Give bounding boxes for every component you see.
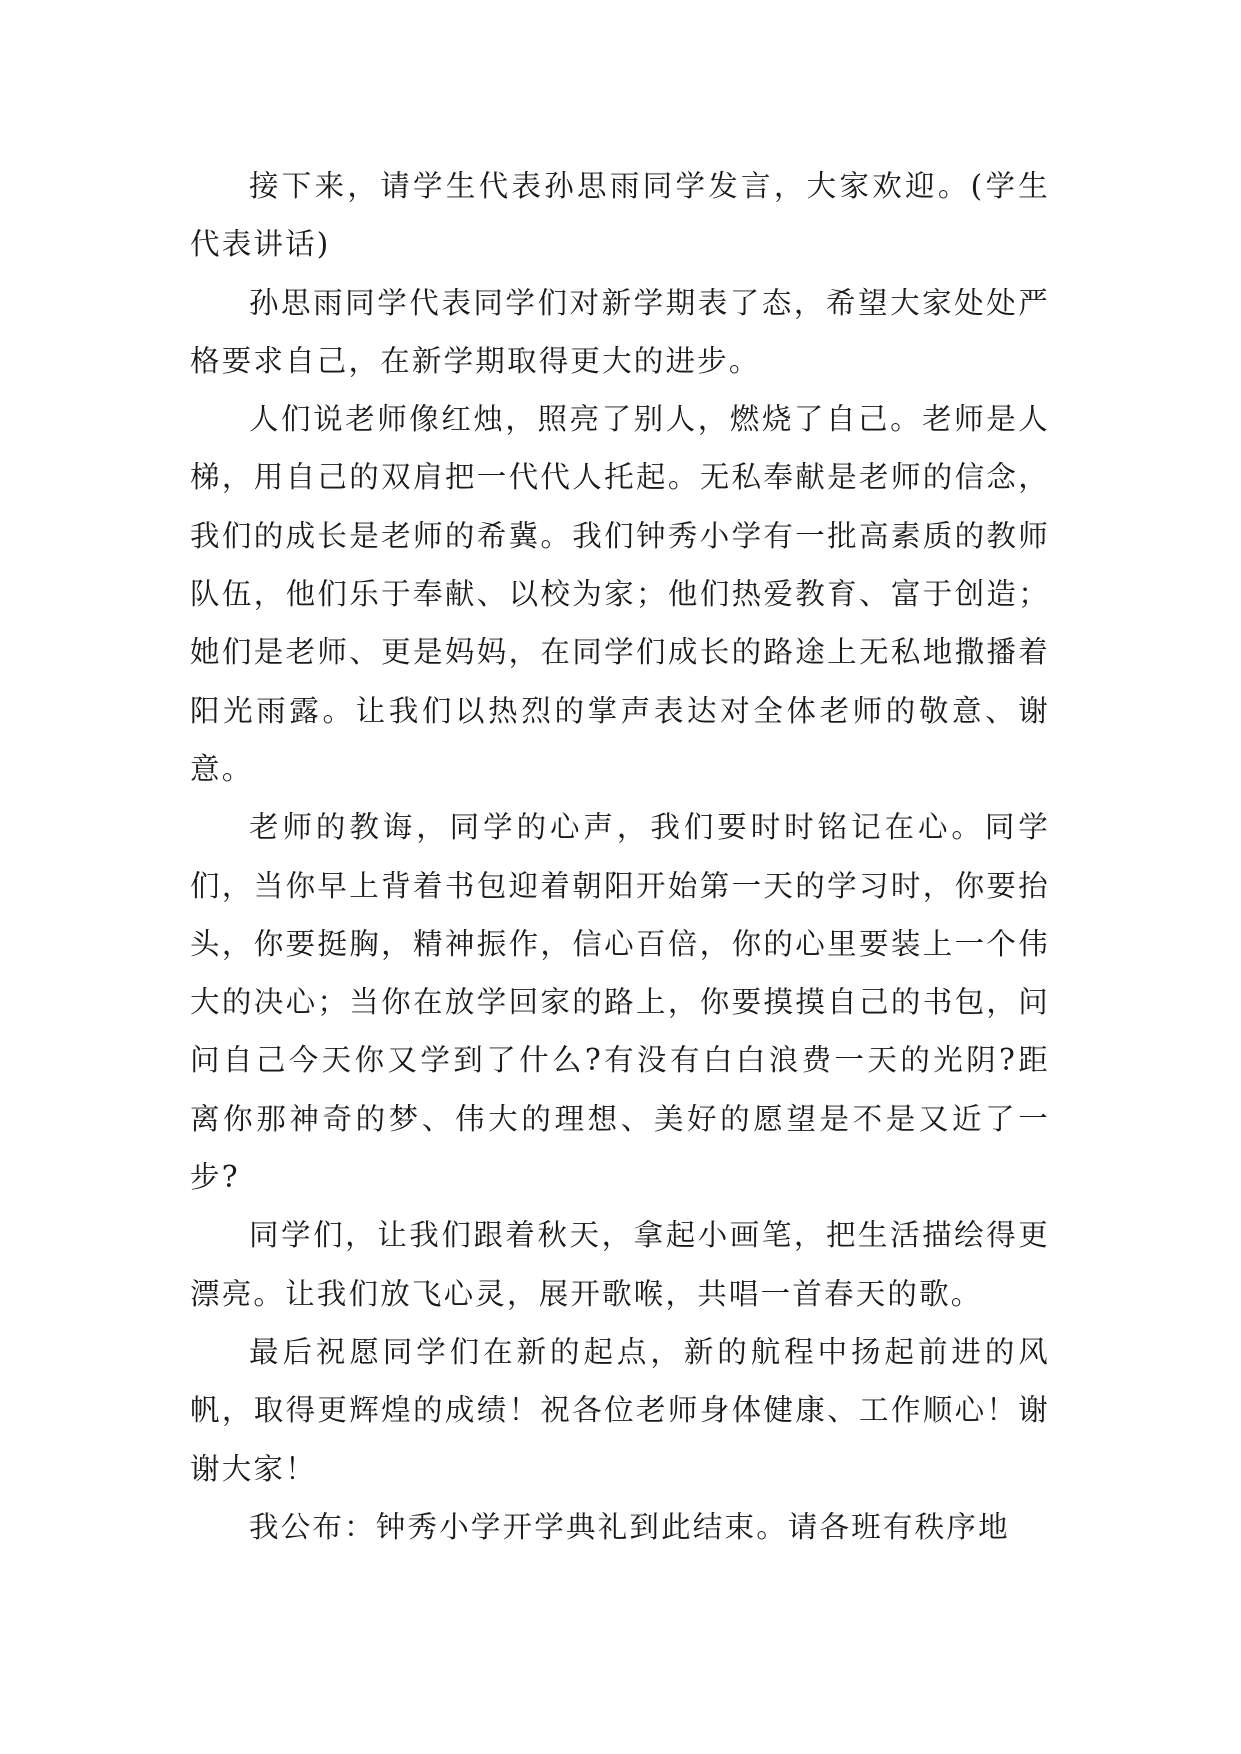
paragraph-closing-wishes: 最后祝愿同学们在新的起点，新的航程中扬起前进的风帆，取得更辉煌的成绩！祝各位老师身体健康、工作顺心！谢谢大家！ <box>190 1334 1050 1486</box>
paragraph-autumn-song: 同学们，让我们跟着秋天，拿起小画笔，把生活描绘得更漂亮。让我们放飞心灵，展开歌喉，共唱一首春天的歌。 <box>190 1218 1050 1311</box>
paragraph-teacher-tribute: 人们说老师像红烛，照亮了别人，燃烧了自己。老师是人梯，用自己的双肩把一代代人托起。无私奉献是老师的信念，我们的成长是老师的希冀。我们钟秀小学有一批高素质的教师队伍，他们乐于奉献、以校为家；他们热爱教育、富于创造；她们是老师、更是妈妈，在同学们成长的路途上无私地撒播着阳光雨露。让我们以热烈的掌声表达对全体老师的敬意、谢意。 <box>190 402 1050 786</box>
paragraph-ceremony-end: 我公布：钟秀小学开学典礼到此结束。请各班有秩序地 <box>249 1509 1010 1544</box>
paragraph-student-speech-intro: 接下来，请学生代表孙思雨同学发言，大家欢迎。(学生代表讲话) <box>190 169 1050 262</box>
paragraph-teacher-teachings: 老师的教诲，同学的心声，我们要时时铭记在心。同学们，当你早上背着书包迎着朝阳开始第一天的学习时，你要抬头，你要挺胸，精神振作，信心百倍，你的心里要装上一个伟大的决心；当你在放学回家的路上，你要摸摸自己的书包，问问自己今天你又学到了什么?有没有白白浪费一天的光阴?距离你那神奇的梦、伟大的理想、美好的愿望是不是又近了一步? <box>190 810 1050 1195</box>
paragraph-student-pledge: 孙思雨同学代表同学们对新学期表了态，希望大家处处严格要求自己，在新学期取得更大的进步。 <box>190 285 1050 378</box>
document-body <box>190 157 1050 1556</box>
